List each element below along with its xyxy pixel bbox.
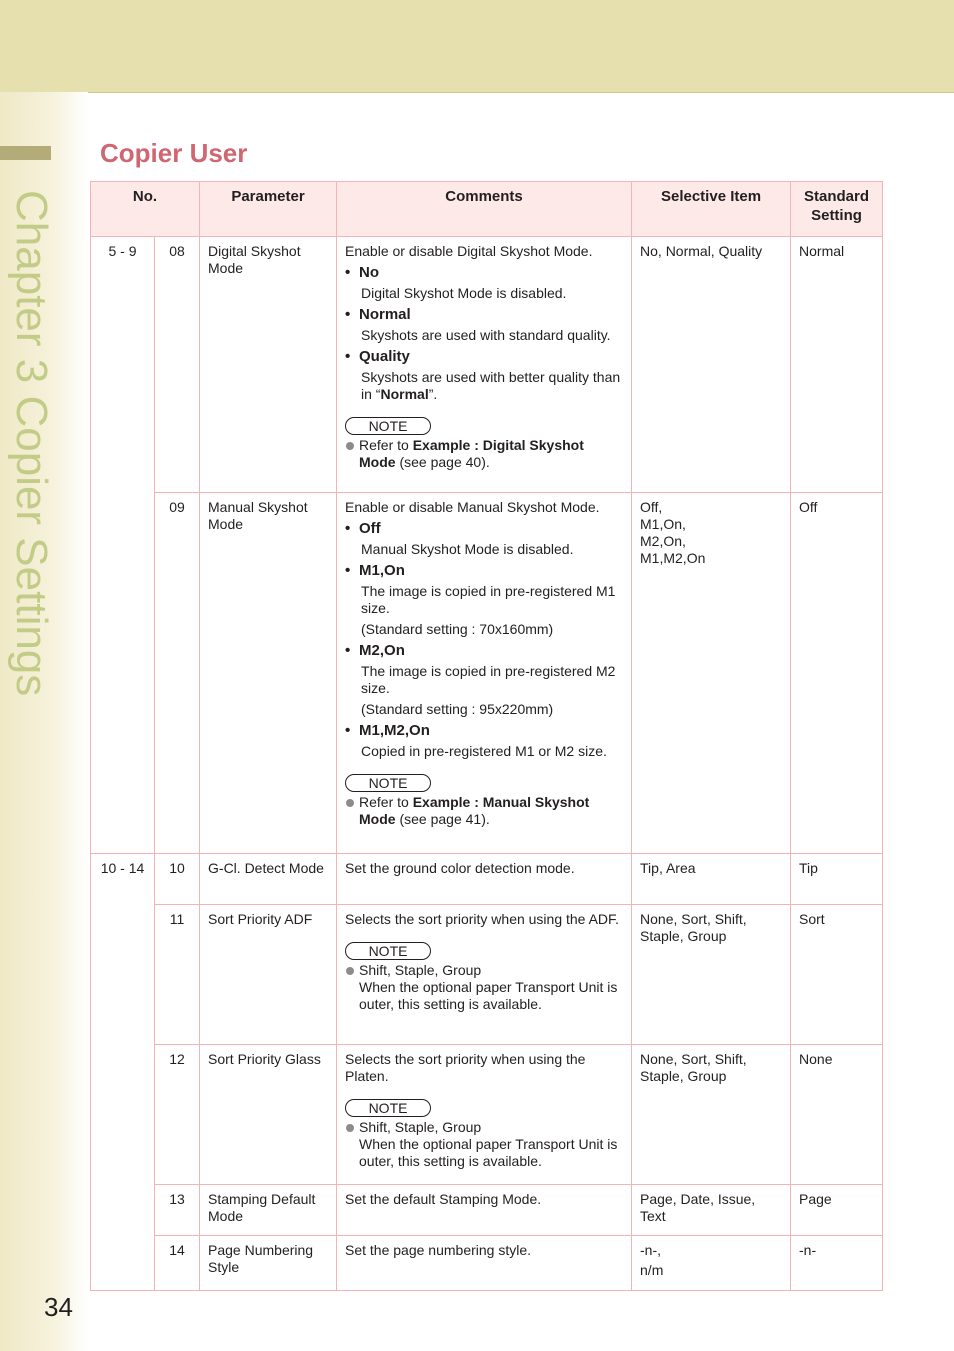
table-header-row <box>91 182 883 237</box>
comments-cell: Set the default Stamping Mode. <box>337 1185 632 1236</box>
table-row <box>91 854 883 905</box>
comments-cell <box>337 493 632 854</box>
option-label: • M1,M2,On <box>345 722 623 739</box>
option-label: • M2,On <box>345 642 623 659</box>
table-row <box>91 905 883 1045</box>
chapter-label: Chapter 3 Copier Settings <box>7 190 56 697</box>
parameter-table <box>90 181 883 1291</box>
standard-setting-cell: Tip <box>791 854 883 905</box>
sub-no-cell: 11 <box>155 905 200 1045</box>
sub-no-cell: 09 <box>155 493 200 854</box>
option-label: • Off <box>345 520 623 537</box>
selective-item-cell: Tip, Area <box>632 854 791 905</box>
note-badge: NOTE <box>345 774 431 792</box>
option-description: Manual Skyshot Mode is disabled. <box>361 541 574 557</box>
option-description: Copied in pre-registered M1 or M2 size. <box>361 743 607 759</box>
table-row <box>91 1045 883 1185</box>
option-description: The image is copied in pre-registered M1 size. <box>361 583 616 616</box>
note-badge: NOTE <box>345 1099 431 1117</box>
table-row <box>91 1236 883 1291</box>
option-description: Digital Skyshot Mode is disabled. <box>361 285 567 301</box>
group-no-cell: 5 - 9 <box>91 237 155 854</box>
parameter-cell: Page Numbering Style <box>200 1236 337 1291</box>
selective-item-cell: Page, Date, Issue, Text <box>632 1185 791 1236</box>
reference-link[interactable]: Example : Digital Skyshot Mode <box>359 437 584 470</box>
page-title: Copier User <box>100 138 248 168</box>
comments-cell <box>337 1045 632 1185</box>
standard-setting-cell: None <box>791 1045 883 1185</box>
selective-item-cell: Off, M1,On, M2,On, M1,M2,On <box>632 493 791 854</box>
comments-cell: Set the ground color detection mode. <box>337 854 632 905</box>
reference-link[interactable]: Example : Manual Skyshot Mode <box>359 794 590 827</box>
option-label: • No <box>345 264 623 281</box>
note-badge: NOTE <box>345 417 431 435</box>
option-description: The image is copied in pre-registered M2 size. <box>361 663 616 696</box>
table-row <box>91 237 883 493</box>
comment-intro: Enable or disable Digital Skyshot Mode. <box>345 243 593 259</box>
header-standard-setting: Standard Setting <box>791 182 883 237</box>
selective-item-cell: None, Sort, Shift, Staple, Group <box>632 905 791 1045</box>
note-text: Shift, Staple, Group <box>345 962 623 979</box>
note-text: Refer to Example : Manual Skyshot Mode (see page 41). <box>345 794 623 828</box>
option-label: • Quality <box>345 348 623 365</box>
sub-no-cell: 10 <box>155 854 200 905</box>
option-description: (Standard setting : 70x160mm) <box>361 621 554 637</box>
selective-item-cell: None, Sort, Shift, Staple, Group <box>632 1045 791 1185</box>
option-label: • Normal <box>345 306 623 323</box>
table-row <box>91 493 883 854</box>
parameter-cell: Digital Skyshot Mode <box>200 237 337 493</box>
header-selective-item: Selective Item <box>632 182 791 237</box>
option-description: Skyshots are used with standard quality. <box>361 327 611 343</box>
header-no: No. <box>91 182 200 237</box>
sidebar-marker <box>0 146 51 160</box>
header-band <box>0 0 954 93</box>
option-description: (Standard setting : 95x220mm) <box>361 701 554 717</box>
option-label: • M1,On <box>345 562 623 579</box>
sub-no-cell: 08 <box>155 237 200 493</box>
comments-cell: Set the page numbering style. <box>337 1236 632 1291</box>
standard-setting-cell: -n- <box>791 1236 883 1291</box>
standard-setting-cell: Sort <box>791 905 883 1045</box>
header-parameter: Parameter <box>200 182 337 237</box>
note-text: When the optional paper Transport Unit is outer, this setting is available. <box>359 979 618 1012</box>
note-text: When the optional paper Transport Unit is outer, this setting is available. <box>359 1136 618 1169</box>
comment-intro: Selects the sort priority when using the ADF. <box>345 911 619 927</box>
parameter-cell: Manual Skyshot Mode <box>200 493 337 854</box>
note-text: Refer to Example : Digital Skyshot Mode (see page 40). <box>345 437 623 471</box>
sub-no-cell: 13 <box>155 1185 200 1236</box>
standard-setting-cell: Normal <box>791 237 883 493</box>
parameter-cell: Sort Priority Glass <box>200 1045 337 1185</box>
comments-cell <box>337 905 632 1045</box>
selective-item-cell: No, Normal, Quality <box>632 237 791 493</box>
note-badge: NOTE <box>345 942 431 960</box>
page-number: 34 <box>44 1292 73 1322</box>
comment-intro: Selects the sort priority when using the Platen. <box>345 1051 586 1084</box>
comment-intro: Enable or disable Manual Skyshot Mode. <box>345 499 600 515</box>
note-text: Shift, Staple, Group <box>345 1119 623 1136</box>
table-row <box>91 1185 883 1236</box>
standard-setting-cell: Off <box>791 493 883 854</box>
comments-cell <box>337 237 632 493</box>
parameter-cell: G-Cl. Detect Mode <box>200 854 337 905</box>
parameter-cell: Sort Priority ADF <box>200 905 337 1045</box>
sub-no-cell: 14 <box>155 1236 200 1291</box>
option-description: Skyshots are used with better quality than in “Normal”. <box>361 369 621 402</box>
group-no-cell: 10 - 14 <box>91 854 155 1291</box>
parameter-cell: Stamping Default Mode <box>200 1185 337 1236</box>
sub-no-cell: 12 <box>155 1045 200 1185</box>
standard-setting-cell: Page <box>791 1185 883 1236</box>
header-comments: Comments <box>337 182 632 237</box>
selective-item-cell: -n-, n/m <box>632 1236 791 1291</box>
